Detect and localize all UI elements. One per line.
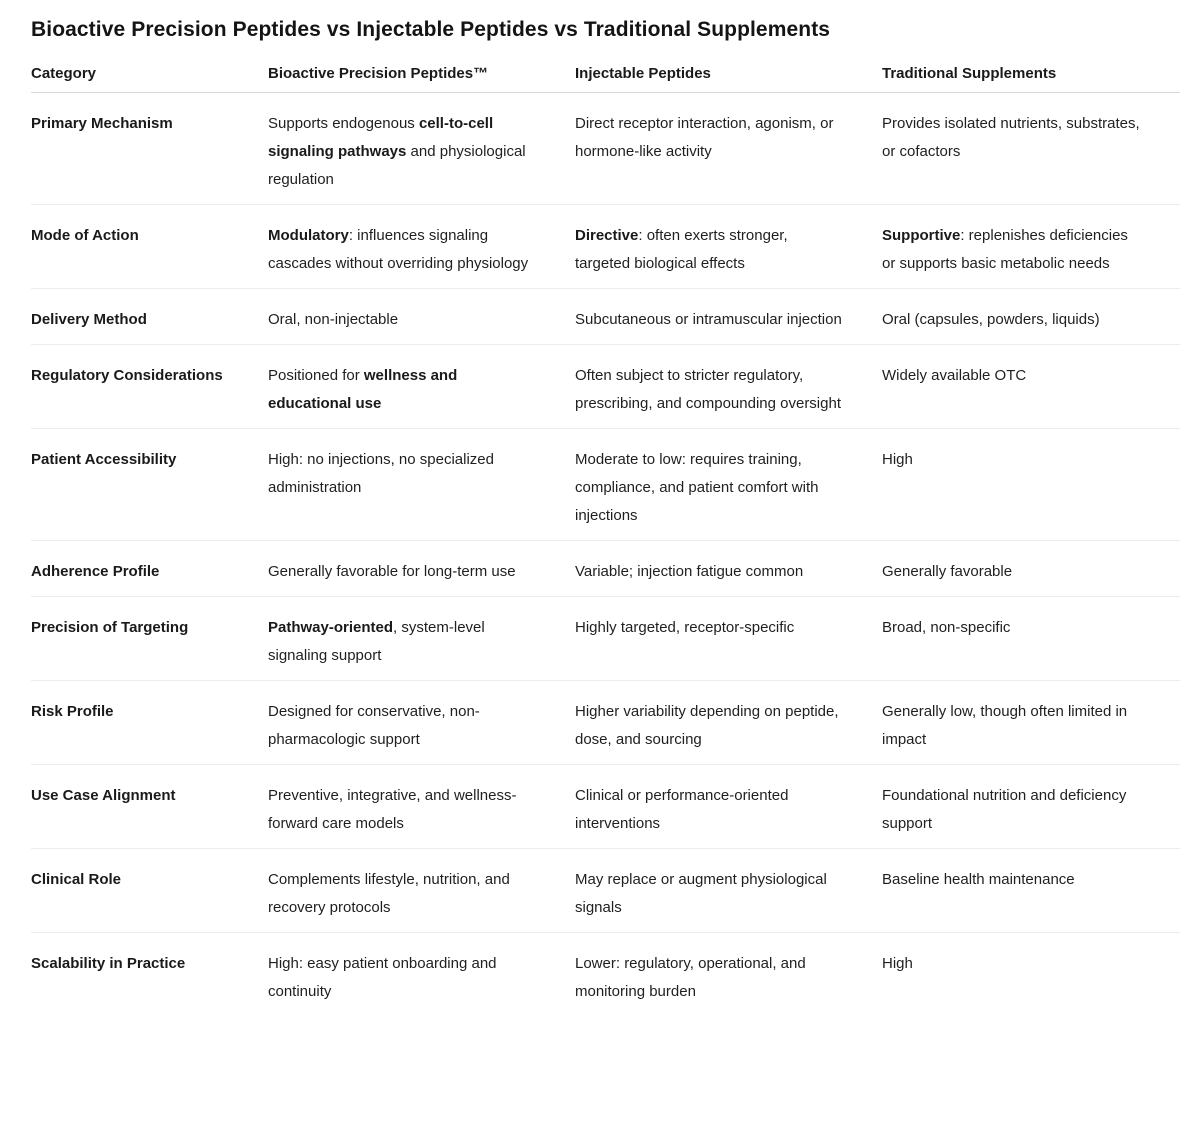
bioactive-cell: Designed for conservative, non-pharmacologic support: [268, 703, 480, 748]
category-cell: Patient Accessibility: [31, 451, 177, 468]
injectable-cell: Clinical or performance-oriented interventions: [575, 787, 789, 832]
injectable-cell: Often subject to stricter regulatory, prescribing, and compounding oversight: [575, 367, 841, 412]
traditional-cell: Foundational nutrition and deficiency support: [882, 787, 1127, 832]
table-row: [31, 345, 1180, 429]
category-cell: Clinical Role: [31, 871, 122, 888]
table-row: [31, 765, 1180, 849]
category-cell: Primary Mechanism: [31, 115, 173, 132]
bioactive-cell: Complements lifestyle, nutrition, and recovery protocols: [268, 871, 510, 916]
bioactive-cell: Pathway-oriented, system-level signaling support: [268, 619, 485, 664]
bioactive-cell: Positioned for wellness and educational use: [268, 367, 458, 412]
category-cell: Adherence Profile: [31, 563, 160, 580]
injectable-cell: Variable; injection fatigue common: [575, 563, 804, 580]
injectable-cell: Highly targeted, receptor-specific: [575, 619, 795, 636]
category-cell: Risk Profile: [31, 703, 114, 720]
comparison-table-container: [31, 17, 1180, 1016]
table-row: [31, 93, 1180, 205]
injectable-cell: Direct receptor interaction, agonism, or hormone-like activity: [575, 115, 834, 160]
category-cell: Use Case Alignment: [31, 787, 176, 804]
header-cell-bioactive: Bioactive Precision Peptides™: [268, 65, 489, 82]
injectable-cell: Moderate to low: requires training, compliance, and patient comfort with injections: [575, 451, 819, 524]
traditional-cell: Broad, non-specific: [882, 619, 1011, 636]
category-cell: Precision of Targeting: [31, 619, 189, 636]
table-row: [31, 933, 1180, 1016]
traditional-cell: Oral (capsules, powders, liquids): [882, 311, 1100, 328]
category-cell: Scalability in Practice: [31, 955, 186, 972]
injectable-cell: Higher variability depending on peptide, dose, and sourcing: [575, 703, 839, 748]
traditional-cell: Baseline health maintenance: [882, 871, 1075, 888]
page-title: Bioactive Precision Peptides vs Injectable Peptides vs Traditional Supplements: [31, 18, 831, 41]
injectable-cell: Lower: regulatory, operational, and monitoring burden: [575, 955, 806, 1000]
bioactive-cell: High: easy patient onboarding and continuity: [268, 955, 497, 1000]
header-cell-traditional: Traditional Supplements: [882, 65, 1057, 82]
bioactive-cell: Supports endogenous cell-to-cell signaling pathways and physiological regulation: [268, 115, 526, 188]
table-row: [31, 681, 1180, 765]
traditional-cell: High: [882, 451, 913, 468]
category-cell: Regulatory Considerations: [31, 367, 223, 384]
bioactive-cell: Generally favorable for long-term use: [268, 563, 516, 580]
table-body: [31, 93, 1180, 1016]
injectable-cell: May replace or augment physiological signals: [575, 871, 827, 916]
bioactive-cell: Modulatory: influences signaling cascades without overriding physiology: [268, 227, 529, 272]
table-row: [31, 205, 1180, 289]
bioactive-cell: Oral, non-injectable: [268, 311, 399, 328]
table-header: [31, 43, 1180, 93]
bioactive-cell: Preventive, integrative, and wellness-forward care models: [268, 787, 517, 832]
table-row: [31, 849, 1180, 933]
injectable-cell: Directive: often exerts stronger, targeted biological effects: [575, 227, 788, 272]
table-row: [31, 541, 1180, 597]
table-row: [31, 429, 1180, 541]
traditional-cell: Widely available OTC: [882, 367, 1027, 384]
bioactive-cell: High: no injections, no specialized administration: [268, 451, 494, 496]
table-row: [31, 289, 1180, 345]
category-cell: Delivery Method: [31, 311, 147, 328]
traditional-cell: Provides isolated nutrients, substrates, or cofactors: [882, 115, 1140, 160]
traditional-cell: Generally low, though often limited in impact: [882, 703, 1128, 748]
header-cell-injectable: Injectable Peptides: [575, 65, 711, 82]
traditional-cell: Supportive: replenishes deficiencies or supports basic metabolic needs: [882, 227, 1128, 272]
traditional-cell: Generally favorable: [882, 563, 1013, 580]
category-cell: Mode of Action: [31, 227, 139, 244]
traditional-cell: High: [882, 955, 913, 972]
injectable-cell: Subcutaneous or intramuscular injection: [575, 311, 842, 328]
header-cell-category: Category: [31, 65, 97, 82]
table-row: [31, 597, 1180, 681]
